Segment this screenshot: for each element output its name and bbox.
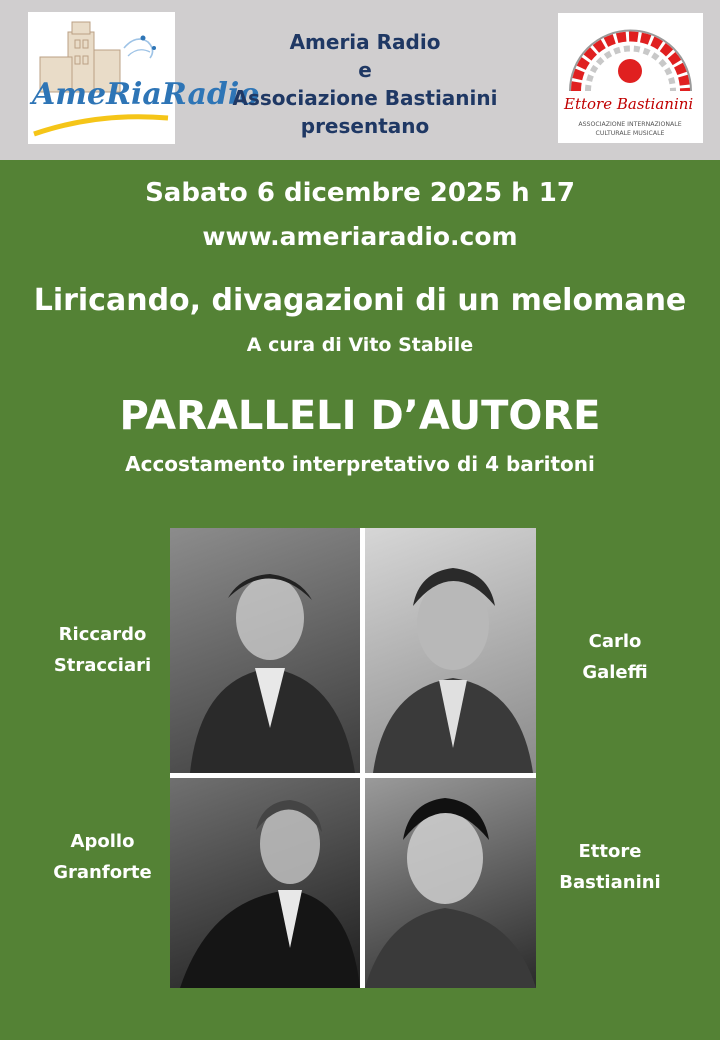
baritone-name-granforte [40, 826, 165, 888]
baritone-name-stracciari [40, 619, 165, 681]
last-name: Galeffi [582, 662, 648, 683]
photo-carlo-galeffi [365, 528, 536, 773]
photo-riccardo-stracciari [170, 528, 360, 773]
bastianini-caption-2: CULTURALE MUSICALE [595, 130, 665, 137]
first-name: Carlo [588, 631, 642, 652]
first-name: Riccardo [58, 624, 147, 645]
first-name: Ettore [578, 841, 642, 862]
presenter-line-presentano: presentano [300, 114, 430, 138]
last-name: Bastianini [559, 872, 661, 893]
photo-ettore-bastianini [365, 778, 536, 988]
event-date: Sabato 6 dicembre 2025 h 17 [145, 178, 575, 208]
event-website: www.ameriaradio.com [202, 222, 518, 251]
bastianini-logo-graphic [558, 13, 703, 143]
bastianini-signature: Ettore Bastianini [564, 95, 694, 113]
presenter-line-association: Associazione Bastianini [232, 86, 498, 110]
episode-title: PARALLELI D’AUTORE [119, 393, 601, 439]
bastianini-caption-1: ASSOCIAZIONE INTERNAZIONALE [578, 121, 682, 128]
curator-line: A cura di Vito Stabile [246, 334, 474, 356]
portrait-silhouette-icon [170, 528, 360, 773]
ameria-radio-logo-wordmark [28, 12, 260, 144]
first-name: Apollo [70, 831, 135, 852]
baritone-name-galeffi [545, 626, 685, 688]
portrait-silhouette-icon [365, 528, 536, 773]
last-name: Granforte [53, 862, 152, 883]
svg-text:AmeRiaRadio: AmeRiaRadio [32, 77, 260, 112]
bastianini-association-logo [558, 13, 703, 143]
baritone-photo-grid [170, 528, 536, 988]
program-title: Liricando, divagazioni di un melomane [33, 283, 687, 318]
photo-apollo-granforte [170, 778, 360, 988]
episode-subtitle: Accostamento interpretativo di 4 baritoni [125, 452, 595, 476]
presenter-line-ameria-radio: Ameria Radio [289, 30, 441, 54]
ameria-radio-logo [28, 12, 260, 144]
last-name: Stracciari [53, 655, 152, 676]
presenter-block [180, 28, 550, 140]
presenter-line-e: e [358, 58, 372, 82]
baritone-name-bastianini [540, 836, 680, 898]
portrait-silhouette-icon [170, 778, 360, 988]
portrait-silhouette-icon [365, 778, 536, 988]
header-band [0, 0, 720, 160]
